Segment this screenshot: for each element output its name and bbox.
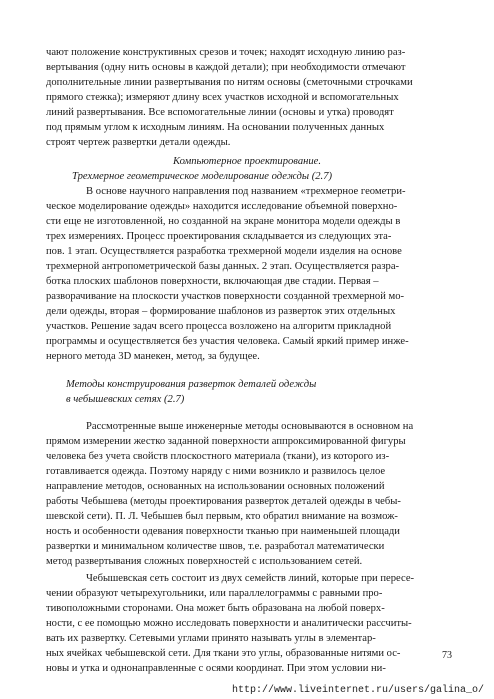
text-line: В основе научного направления под названием «трехмерное геометри- xyxy=(86,186,406,197)
text-line: работы Чебышева (методы проектирования разверток деталей одежды в чебы- xyxy=(46,496,401,507)
text-line: ческое моделирование одежды» находится исследование объемной поверхно- xyxy=(46,201,398,212)
text-line: ности, с ее помощью можно исследовать поверхности и аналитически рассчиты- xyxy=(46,618,412,629)
section-heading: Компьютерное проектирование. xyxy=(172,156,322,167)
text-line: шевской сети). П. Л. Чебышев был первым, кто обратил внимание на возмож- xyxy=(46,511,398,522)
text-line: Рассмотренные выше инженерные методы основываются в основном на xyxy=(86,421,414,432)
text-line: направление методов, основанных на использовании основных положений xyxy=(46,481,385,492)
text-line: тивоположными сторонами. Она может быть образована на любой поверх- xyxy=(46,603,385,614)
text-line: ность и особенности одевания поверхности тканью при наименьшей площади xyxy=(46,526,400,537)
text-line: разворачивание на плоскости участков поверхности созданной трехмерной мо- xyxy=(46,291,405,302)
text-line: трех измерениях. Процесс проектирования складывается из следующих эта- xyxy=(46,231,392,242)
text-line: участков. Решение задач всего процесса возложено на алгоритм прикладной xyxy=(46,321,392,332)
text-line: чении образуют четырехугольники, или параллелограммы с равными про- xyxy=(46,588,383,599)
text-line: под прямым углом к исходным линиям. На основании полученных данных xyxy=(46,122,385,133)
source-url-footer: http://www.liveinternet.ru/users/galina_o/ xyxy=(231,685,484,696)
text-line: пов. 1 этап. Осуществляется разработка трехмерной модели изделия на основе xyxy=(46,246,402,257)
text-line: нерного метода 3D манекен, метод, за будущее. xyxy=(46,351,260,362)
page-number: 73 xyxy=(442,650,452,661)
text-line: метод развертывания сложных поверхностей с использованием сетей. xyxy=(46,556,363,567)
text-line: новы и утка и однонаправленные с осями координат. При этом условии ни- xyxy=(46,663,386,674)
text-line: вертывания (одну нить основы в каждой детали); при необходимости отмечают xyxy=(46,62,406,73)
text-line: чают положение конструктивных срезов и точек; находят исходную линию раз- xyxy=(46,47,406,58)
text-line: прямом измерении жестко заданной поверхности аппроксимированной фигуры xyxy=(46,436,406,447)
text-line: готавливается одежда. Поэтому наряду с ними возникло и развилось целое xyxy=(46,466,386,477)
text-line: дели одежды, вторая – формирование шаблонов из разверток этих отдельных xyxy=(46,306,396,317)
text-line: программы и осуществляется без участия человека. Самый яркий пример инже- xyxy=(46,336,409,347)
text-line: Чебышевская сеть состоит из двух семейств линий, которые при пересе- xyxy=(86,573,415,584)
text-line: сти еще не изготовленной, но созданной на экране монитора модели одежды в xyxy=(46,216,401,227)
section-heading: Методы конструирования разверток деталей одежды xyxy=(66,379,317,390)
text-line: трехмерной антропометрической базы данных. 2 этап. Осуществляется разра- xyxy=(46,261,400,272)
section-subheading: Трехмерное геометрическое моделирование одежды (2.7) xyxy=(72,171,333,182)
text-line: ботка плоских шаблонов поверхности, включающая две стадии. Первая – xyxy=(46,276,379,287)
text-line: человека без учета свойств плоскостного материала (ткани), из которого из- xyxy=(46,451,390,462)
text-line: вать их развертку. Сетевыми углами принято называть углы в элементар- xyxy=(46,633,376,644)
text-line: строят чертеж развертки детали одежды. xyxy=(46,137,231,148)
section-heading: в чебышевских сетях (2.7) xyxy=(66,394,185,405)
text-line: ных ячейках чебышевской сети. Для ткани это углы, образованные нитями ос- xyxy=(46,648,401,659)
text-line: линий развертывания. Все вспомогательные линии (основы и утка) проводят xyxy=(46,107,394,118)
text-line: дополнительные линии развертывания по нитям основы (сметочными строчками xyxy=(46,77,413,88)
text-line: развертки и минимальном количестве швов, т.е. разработал математически xyxy=(46,541,385,552)
text-line: прямого стежка); измеряют длину всех участков исходной и вспомогательных xyxy=(46,92,399,103)
